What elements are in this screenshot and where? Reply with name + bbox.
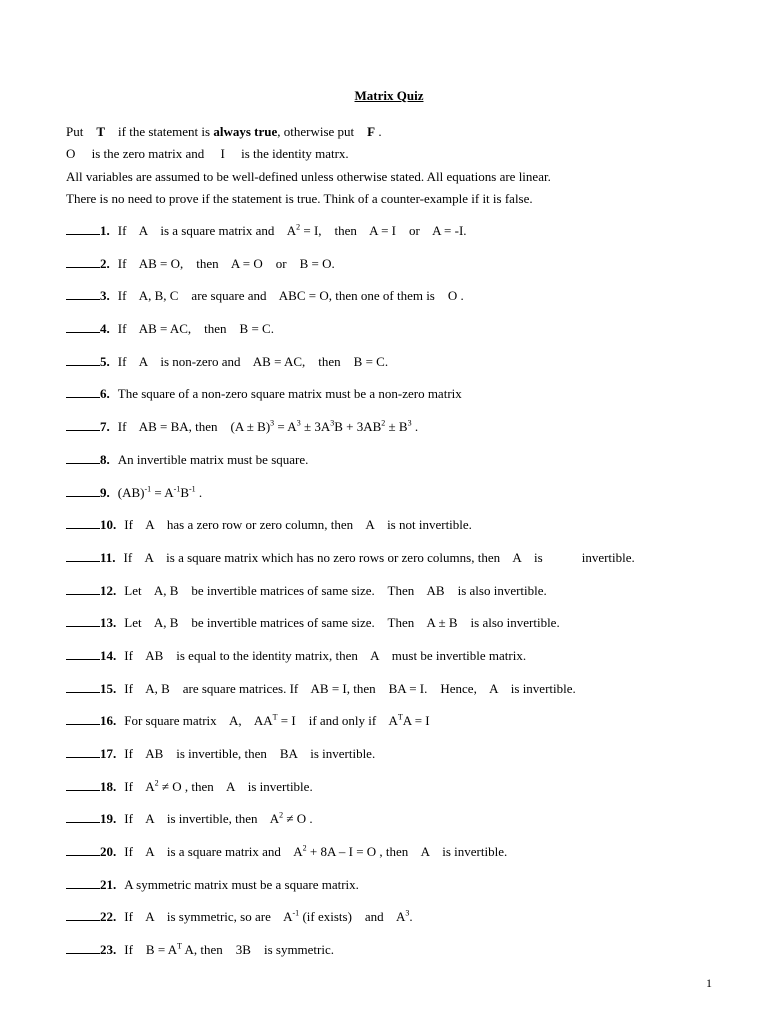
instructions — [66, 124, 726, 213]
question-text: $(AB)^{-1} = A^{-1}B^{-1}$ . — [117, 484, 203, 500]
question-text: If A is a square matrix and $A^2 + 8A - I = O$ , then A is invertible. — [124, 843, 508, 860]
question-number: 10. — [100, 517, 117, 533]
question-item — [66, 778, 726, 811]
question-text: If A is non-zero and AB = AC, then B = C. — [117, 353, 389, 369]
question-item — [66, 484, 726, 517]
question-text: If A has a zero row or zero column, then A is not invertible. — [124, 517, 472, 533]
question-number: 2. — [100, 255, 110, 271]
question-text: If AB is invertible, then BA is invertible. — [124, 746, 376, 761]
answer-blank[interactable] — [66, 549, 100, 562]
question-text: For square matrix A, $AA^T = I$ if and only if $A^TA = I$ — [124, 712, 430, 729]
question-item — [66, 810, 726, 843]
question-item — [66, 516, 726, 549]
instruction-line-2: O is the zero matrix and I is the identity matrx. — [66, 146, 349, 162]
question-number: 21. — [100, 876, 117, 892]
answer-blank[interactable] — [66, 287, 100, 300]
instruction-line-1: Put T if the statement is always true, otherwise put F . — [66, 124, 382, 139]
question-number: 12. — [100, 582, 117, 598]
question-item — [66, 908, 726, 941]
answer-blank[interactable] — [66, 255, 100, 268]
answer-blank[interactable] — [66, 614, 100, 627]
answer-blank[interactable] — [66, 484, 100, 497]
answer-blank[interactable] — [66, 908, 100, 921]
question-number: 20. — [100, 844, 117, 860]
question-item — [66, 712, 726, 745]
question-text: If AB is equal to the identity matrix, then A must be invertible matrix. — [124, 647, 527, 663]
question-item — [66, 418, 726, 451]
answer-blank[interactable] — [66, 516, 100, 529]
question-item — [66, 222, 726, 255]
question-item — [66, 255, 726, 288]
question-text: If A is symmetric, so are $A^{-1}$ (if exists) and $A^3$. — [124, 909, 413, 925]
answer-blank[interactable] — [66, 778, 100, 791]
question-text: The square of a non-zero square matrix must be a non-zero matrix — [117, 386, 462, 402]
question-number: 23. — [100, 942, 117, 958]
question-text: If A is a square matrix and $A^2 = I$, then A = I or A = -I. — [117, 222, 467, 238]
question-number: 15. — [100, 680, 117, 696]
answer-blank[interactable] — [66, 810, 100, 823]
question-item — [66, 549, 726, 582]
instruction-line-4: There is no need to prove if the statement is true. Think of a counter-example if it is false. — [66, 190, 533, 206]
question-item — [66, 843, 726, 876]
question-number: 13. — [100, 615, 117, 631]
question-item — [66, 876, 726, 909]
question-text: If A is invertible, then $A^2 \ne O$ . — [124, 811, 313, 827]
answer-blank[interactable] — [66, 385, 100, 398]
question-text: A symmetric matrix must be a square matrix. — [124, 876, 359, 892]
question-number: 16. — [100, 713, 117, 729]
question-text: If AB = AC, then B = C. — [117, 321, 274, 337]
answer-blank[interactable] — [66, 222, 100, 235]
question-item — [66, 353, 726, 386]
question-number: 18. — [100, 778, 117, 794]
question-text: Let A, B be invertible matrices of same size. Then AB is also invertible. — [124, 582, 547, 598]
question-number: 4. — [100, 321, 110, 337]
question-item — [66, 941, 726, 974]
question-number: 7. — [100, 419, 110, 435]
answer-blank[interactable] — [66, 418, 100, 431]
answer-blank[interactable] — [66, 876, 100, 889]
question-number: 5. — [100, 353, 110, 369]
question-item — [66, 582, 726, 615]
question-number: 6. — [100, 386, 110, 402]
question-text: If A, B are square matrices. If AB = I, then BA = I. Hence, A is invertible. — [124, 680, 576, 696]
question-item — [66, 745, 726, 778]
question-number: 1. — [100, 223, 110, 238]
answer-blank[interactable] — [66, 843, 100, 856]
question-text: Let A, B be invertible matrices of same size. Then A ± B is also invertible. — [124, 615, 560, 631]
question-text: If $A^2 \ne O$ , then A is invertible. — [124, 778, 313, 794]
question-number: 11. — [100, 549, 116, 565]
question-number: 17. — [100, 746, 117, 761]
question-number: 19. — [100, 811, 117, 827]
question-number: 9. — [100, 484, 110, 500]
answer-blank[interactable] — [66, 680, 100, 693]
question-text: If A is a square matrix which has no zero rows or zero columns, then A is invertible. — [123, 549, 635, 565]
question-item — [66, 614, 726, 647]
question-text: If AB = O, then A = O or B = O. — [117, 255, 335, 271]
question-number: 22. — [100, 909, 117, 925]
page-title: Matrix Quiz — [354, 88, 424, 103]
question-item — [66, 680, 726, 713]
question-text: If AB = BA, then $(A \pm B)^3 = A^3 \pm 3A^3B + 3AB^2 \pm B^3$ . — [117, 418, 419, 435]
answer-blank[interactable] — [66, 745, 100, 758]
question-list — [66, 222, 726, 974]
page-number: 1 — [706, 976, 712, 990]
question-item — [66, 320, 726, 353]
answer-blank[interactable] — [66, 941, 100, 954]
question-number: 8. — [100, 451, 110, 467]
answer-blank[interactable] — [66, 353, 100, 366]
question-text: If $B = A^T$ A, then 3B is symmetric. — [124, 941, 335, 958]
question-text: An invertible matrix must be square. — [117, 451, 309, 467]
question-number: 3. — [100, 288, 110, 304]
question-item — [66, 385, 726, 418]
answer-blank[interactable] — [66, 712, 100, 725]
answer-blank[interactable] — [66, 647, 100, 660]
answer-blank[interactable] — [66, 582, 100, 595]
question-text: If A, B, C are square and ABC = O, then one of them is O . — [117, 288, 464, 304]
question-item — [66, 287, 726, 320]
answer-blank[interactable] — [66, 451, 100, 464]
question-item — [66, 647, 726, 680]
instruction-line-3: All variables are assumed to be well-defined unless otherwise stated. All equations are linear. — [66, 168, 551, 184]
question-number: 14. — [100, 647, 117, 663]
answer-blank[interactable] — [66, 320, 100, 333]
question-item — [66, 451, 726, 484]
